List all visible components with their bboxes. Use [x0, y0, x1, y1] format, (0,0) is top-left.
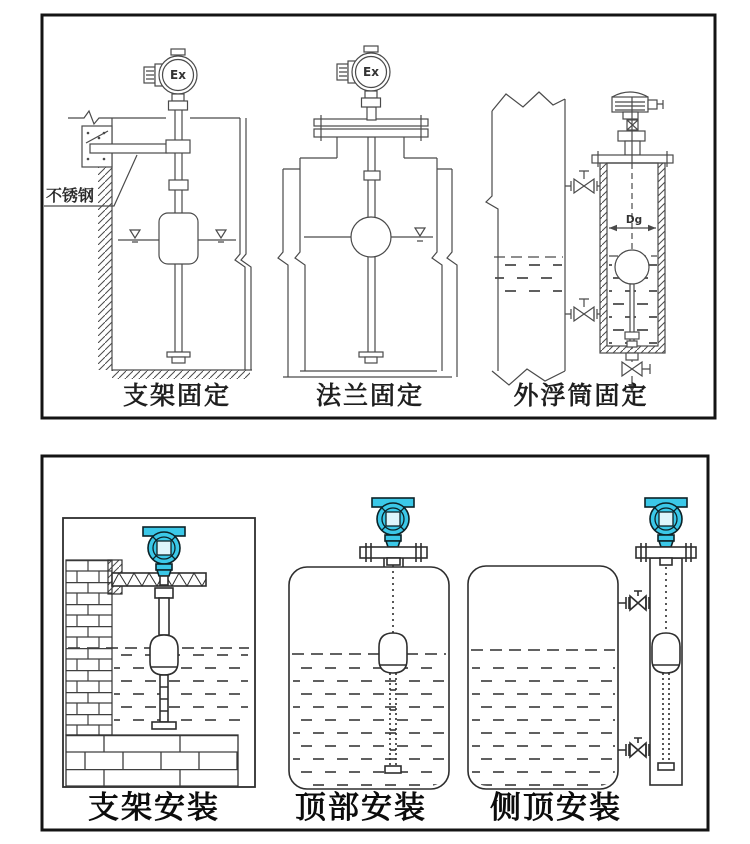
ball-float-icon — [351, 217, 391, 257]
tank-liquid — [292, 654, 446, 786]
diagram-label-flange-fixing: 法兰固定 — [315, 381, 425, 410]
flange-lower — [314, 129, 428, 137]
dg-dimension-label: Dg — [625, 214, 643, 226]
float-icon — [159, 213, 198, 264]
brick-wall — [66, 560, 112, 735]
ball-float-icon — [615, 250, 649, 284]
mounting-flange — [360, 547, 427, 558]
diagram-label-side-top-mounting: 侧顶安装 — [490, 790, 622, 826]
rod-coupling — [387, 558, 400, 565]
tube-clamp — [166, 140, 190, 153]
sensor-tube — [159, 598, 169, 635]
diagram-label-bracket-fixing: 支架固定 — [122, 381, 232, 410]
diagram-label-bracket-mounting: 支架安装 — [88, 790, 220, 826]
brick-floor — [66, 735, 238, 787]
rod-end-stop — [385, 766, 401, 773]
cable-entry — [648, 100, 657, 109]
diagram-label-external-chamber-fixing: 外浮筒固定 — [513, 381, 649, 410]
rod-coupling — [660, 558, 672, 565]
rod-end-stop — [152, 722, 176, 729]
bracket-arm — [90, 144, 167, 153]
float-icon — [379, 633, 407, 673]
diagram-label-top-mounting: 顶部安装 — [295, 790, 427, 826]
ex-marking: Ex — [170, 68, 186, 82]
top-panel — [42, 15, 715, 418]
tube-coupling — [169, 180, 188, 190]
tank-liquid — [495, 262, 562, 303]
tank-liquid — [471, 650, 615, 787]
ground-hatch — [112, 370, 250, 379]
float-icon — [652, 633, 680, 673]
rod-end-stop — [658, 763, 674, 770]
rod-coupling — [364, 171, 380, 180]
ex-marking: Ex — [363, 65, 379, 79]
mounting-flange — [636, 547, 696, 558]
callout-stainless-steel: 不锈钢 — [46, 186, 95, 205]
float-icon — [150, 635, 178, 675]
tube-coupling — [155, 588, 173, 598]
diagram-bracket-mounting — [63, 518, 255, 826]
liquid — [114, 654, 248, 732]
bottom-panel — [42, 456, 708, 830]
